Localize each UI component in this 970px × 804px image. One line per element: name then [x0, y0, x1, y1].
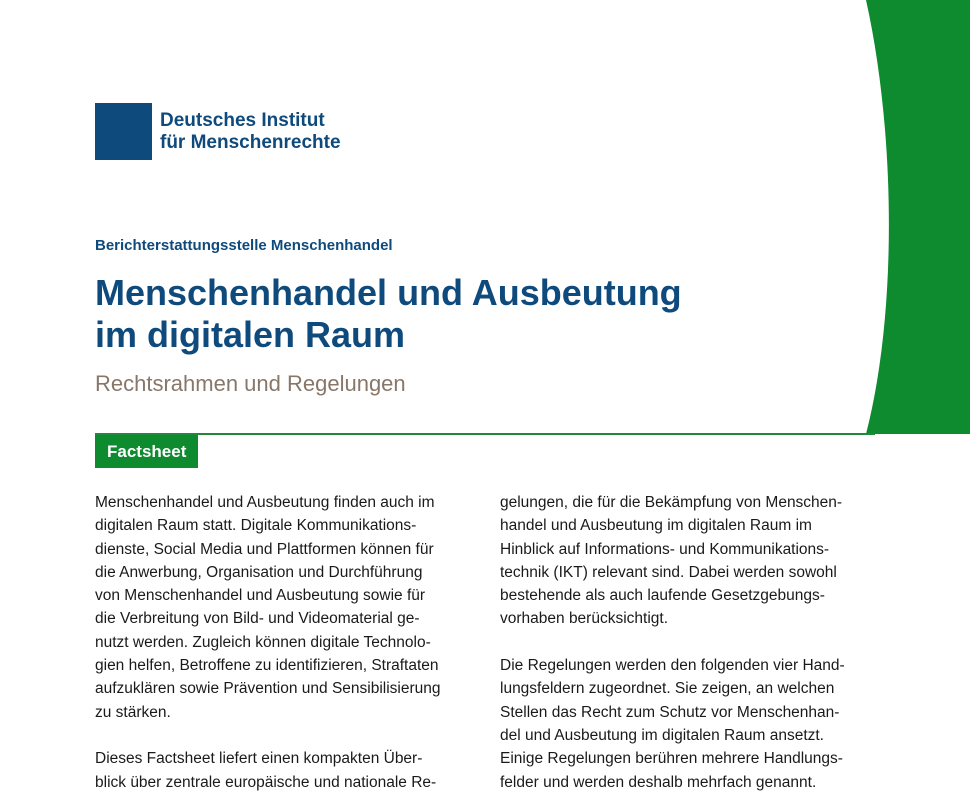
title-line-1: Menschenhandel und Ausbeutung [95, 272, 682, 313]
title-line-2: im digitalen Raum [95, 314, 406, 355]
text-line: zu stärken. [95, 703, 171, 721]
text-line: aufzuklären sowie Prävention und Sensibilisierung [95, 680, 441, 698]
text-line: von Menschenhandel und Ausbeutung sowie für [95, 587, 426, 605]
text-line: gien helfen, Betroffene zu identifizieren, Straftaten [95, 657, 439, 675]
page-title [95, 272, 815, 356]
text-line: gelungen, die für die Bekämpfung von Menschen- [500, 494, 843, 511]
logo-line-1: Deutsches Institut [160, 110, 325, 131]
paragraph [500, 491, 885, 631]
text-line: felder und werden deshalb mehrfach genannt. [500, 773, 817, 791]
text-line: lungsfeldern zugeordnet. Sie zeigen, an welchen [500, 680, 835, 698]
text-line: Einige Regelungen berühren mehrere Handlungs- [500, 750, 843, 768]
text-line: blick über zentrale europäische und nationale Re- [95, 773, 437, 791]
text-line: dienste, Social Media und Plattformen können für [95, 540, 434, 558]
text-line: Stellen das Recht zum Schutz vor Menschenhan- [500, 703, 840, 721]
green-arc-icon [866, 0, 970, 434]
text-line: die Verbreitung von Bild- und Videomaterial ge- [95, 610, 420, 628]
text-line: bestehende als auch laufende Gesetzgebungs- [500, 587, 825, 605]
institute-logo-icon [95, 103, 152, 160]
paragraph [95, 747, 475, 794]
text-line: Hinblick auf Informations- und Kommunikations- [500, 540, 830, 558]
factsheet-badge: Factsheet [95, 435, 198, 468]
text-line: die Anwerbung, Organisation und Durchführung [95, 563, 423, 581]
text-line: Dieses Factsheet liefert einen kompakten Über- [95, 750, 423, 768]
text-line: Menschenhandel und Ausbeutung finden auch im [95, 494, 435, 511]
logo-line-2: für Menschenrechte [160, 132, 341, 153]
institute-logo [95, 103, 341, 160]
page-subtitle: Rechtsrahmen und Regelungen [95, 371, 406, 396]
eyebrow-label: Berichterstattungsstelle Menschenhandel [95, 237, 393, 254]
text-line: del und Ausbeutung im digitalen Raum ansetzt. [500, 726, 824, 744]
text-line: handel und Ausbeutung im digitalen Raum im [500, 517, 812, 535]
logo-wordmark [160, 109, 341, 154]
text-line: Die Regelungen werden den folgenden vier Hand- [500, 657, 845, 675]
text-line: technik (IKT) relevant sind. Dabei werden sowohl [500, 563, 837, 581]
body-column-left [95, 491, 475, 804]
text-line: vorhaben berücksichtigt. [500, 610, 669, 628]
paragraph [500, 654, 885, 794]
text-line: nutzt werden. Zugleich können digitale Technolo- [95, 633, 431, 651]
paragraph [95, 491, 475, 724]
body-column-right [500, 491, 885, 804]
text-line: digitalen Raum statt. Digitale Kommunikations- [95, 517, 417, 535]
section-divider [95, 433, 875, 435]
